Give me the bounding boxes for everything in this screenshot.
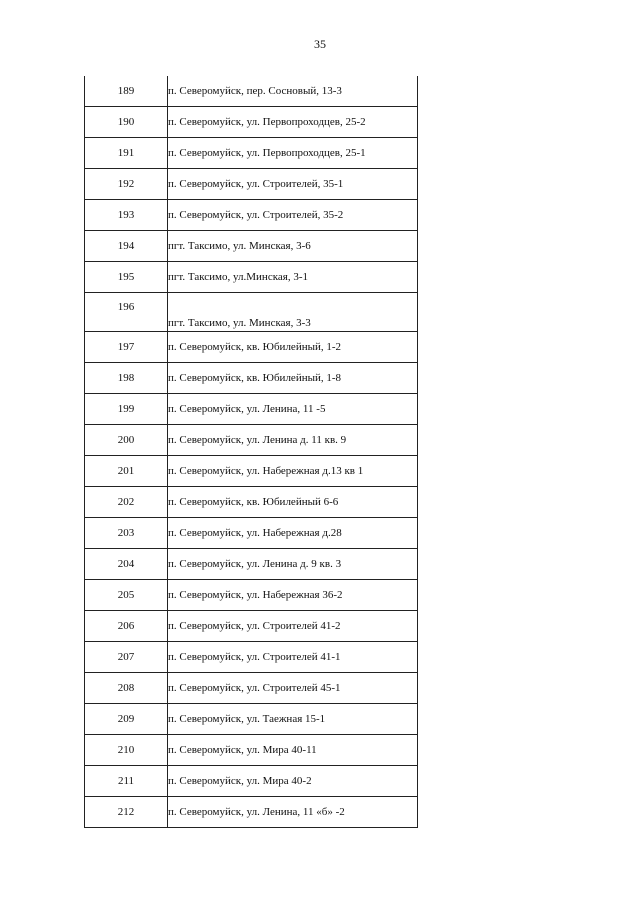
table-row bbox=[85, 735, 418, 766]
row-number-cell: 202 bbox=[85, 487, 168, 518]
table-row bbox=[85, 549, 418, 580]
table-row bbox=[85, 766, 418, 797]
table-row bbox=[85, 425, 418, 456]
row-number-cell: 189 bbox=[85, 76, 168, 107]
row-number-cell: 206 bbox=[85, 611, 168, 642]
table-row bbox=[85, 169, 418, 200]
address-cell: п. Северомуйск, кв. Юбилейный, 1-2 bbox=[168, 332, 418, 363]
address-cell: п. Северомуйск, ул. Строителей 41-1 bbox=[168, 642, 418, 673]
address-cell: п. Северомуйск, ул. Ленина д. 9 кв. 3 bbox=[168, 549, 418, 580]
table-row bbox=[85, 673, 418, 704]
table-row bbox=[85, 262, 418, 293]
address-cell: п. Северомуйск, ул. Ленина, 11 -5 bbox=[168, 394, 418, 425]
address-cell: пгт. Таксимо, ул. Минская, 3-6 bbox=[168, 231, 418, 262]
address-cell: п. Северомуйск, ул. Набережная д.28 bbox=[168, 518, 418, 549]
table-row bbox=[85, 611, 418, 642]
row-number-cell: 200 bbox=[85, 425, 168, 456]
row-number-cell: 193 bbox=[85, 200, 168, 231]
address-cell: п. Северомуйск, ул. Мира 40-2 bbox=[168, 766, 418, 797]
address-table-body bbox=[85, 76, 418, 828]
table-row bbox=[85, 138, 418, 169]
address-cell: пгт. Таксимо, ул.Минская, 3-1 bbox=[168, 262, 418, 293]
address-cell: п. Северомуйск, ул. Ленина д. 11 кв. 9 bbox=[168, 425, 418, 456]
address-cell: п. Северомуйск, ул. Ленина, 11 «б» -2 bbox=[168, 797, 418, 828]
row-number-cell: 191 bbox=[85, 138, 168, 169]
row-number-cell: 198 bbox=[85, 363, 168, 394]
address-cell: п. Северомуйск, кв. Юбилейный 6-6 bbox=[168, 487, 418, 518]
table-row bbox=[85, 363, 418, 394]
address-cell: п. Северомуйск, ул. Набережная 36-2 bbox=[168, 580, 418, 611]
address-cell: п. Северомуйск, ул. Набережная д.13 кв 1 bbox=[168, 456, 418, 487]
row-number-cell: 197 bbox=[85, 332, 168, 363]
address-cell: п. Северомуйск, пер. Сосновый, 13-3 bbox=[168, 76, 418, 107]
table-row bbox=[85, 642, 418, 673]
row-number-cell: 209 bbox=[85, 704, 168, 735]
table-row bbox=[85, 580, 418, 611]
table-row bbox=[85, 456, 418, 487]
row-number-cell: 196 bbox=[85, 293, 168, 332]
row-number-cell: 205 bbox=[85, 580, 168, 611]
row-number-cell: 194 bbox=[85, 231, 168, 262]
page-number: 35 bbox=[314, 37, 326, 51]
row-number-cell: 195 bbox=[85, 262, 168, 293]
table-row bbox=[85, 797, 418, 828]
table-row bbox=[85, 332, 418, 363]
address-cell: п. Северомуйск, ул. Строителей, 35-2 bbox=[168, 200, 418, 231]
table-row bbox=[85, 518, 418, 549]
address-table bbox=[84, 76, 418, 828]
row-number-cell: 211 bbox=[85, 766, 168, 797]
table-row bbox=[85, 76, 418, 107]
address-cell: п. Северомуйск, ул. Строителей, 35-1 bbox=[168, 169, 418, 200]
table-row bbox=[85, 293, 418, 332]
row-number-cell: 199 bbox=[85, 394, 168, 425]
address-cell: п. Северомуйск, ул. Таежная 15-1 bbox=[168, 704, 418, 735]
address-cell: п. Северомуйск, ул. Первопроходцев, 25-2 bbox=[168, 107, 418, 138]
address-cell: п. Северомуйск, ул. Первопроходцев, 25-1 bbox=[168, 138, 418, 169]
row-number-cell: 192 bbox=[85, 169, 168, 200]
row-number-cell: 190 bbox=[85, 107, 168, 138]
row-number-cell: 201 bbox=[85, 456, 168, 487]
table-row bbox=[85, 394, 418, 425]
address-cell: п. Северомуйск, кв. Юбилейный, 1-8 bbox=[168, 363, 418, 394]
address-cell: п. Северомуйск, ул. Строителей 41-2 bbox=[168, 611, 418, 642]
table-row bbox=[85, 704, 418, 735]
row-number-cell: 208 bbox=[85, 673, 168, 704]
table-row bbox=[85, 487, 418, 518]
table-row bbox=[85, 231, 418, 262]
table-row bbox=[85, 200, 418, 231]
address-cell: пгт. Таксимо, ул. Минская, 3-3 bbox=[168, 293, 418, 332]
row-number-cell: 204 bbox=[85, 549, 168, 580]
address-cell: п. Северомуйск, ул. Строителей 45-1 bbox=[168, 673, 418, 704]
row-number-cell: 210 bbox=[85, 735, 168, 766]
row-number-cell: 203 bbox=[85, 518, 168, 549]
table-row bbox=[85, 107, 418, 138]
row-number-cell: 212 bbox=[85, 797, 168, 828]
address-cell: п. Северомуйск, ул. Мира 40-11 bbox=[168, 735, 418, 766]
row-number-cell: 207 bbox=[85, 642, 168, 673]
